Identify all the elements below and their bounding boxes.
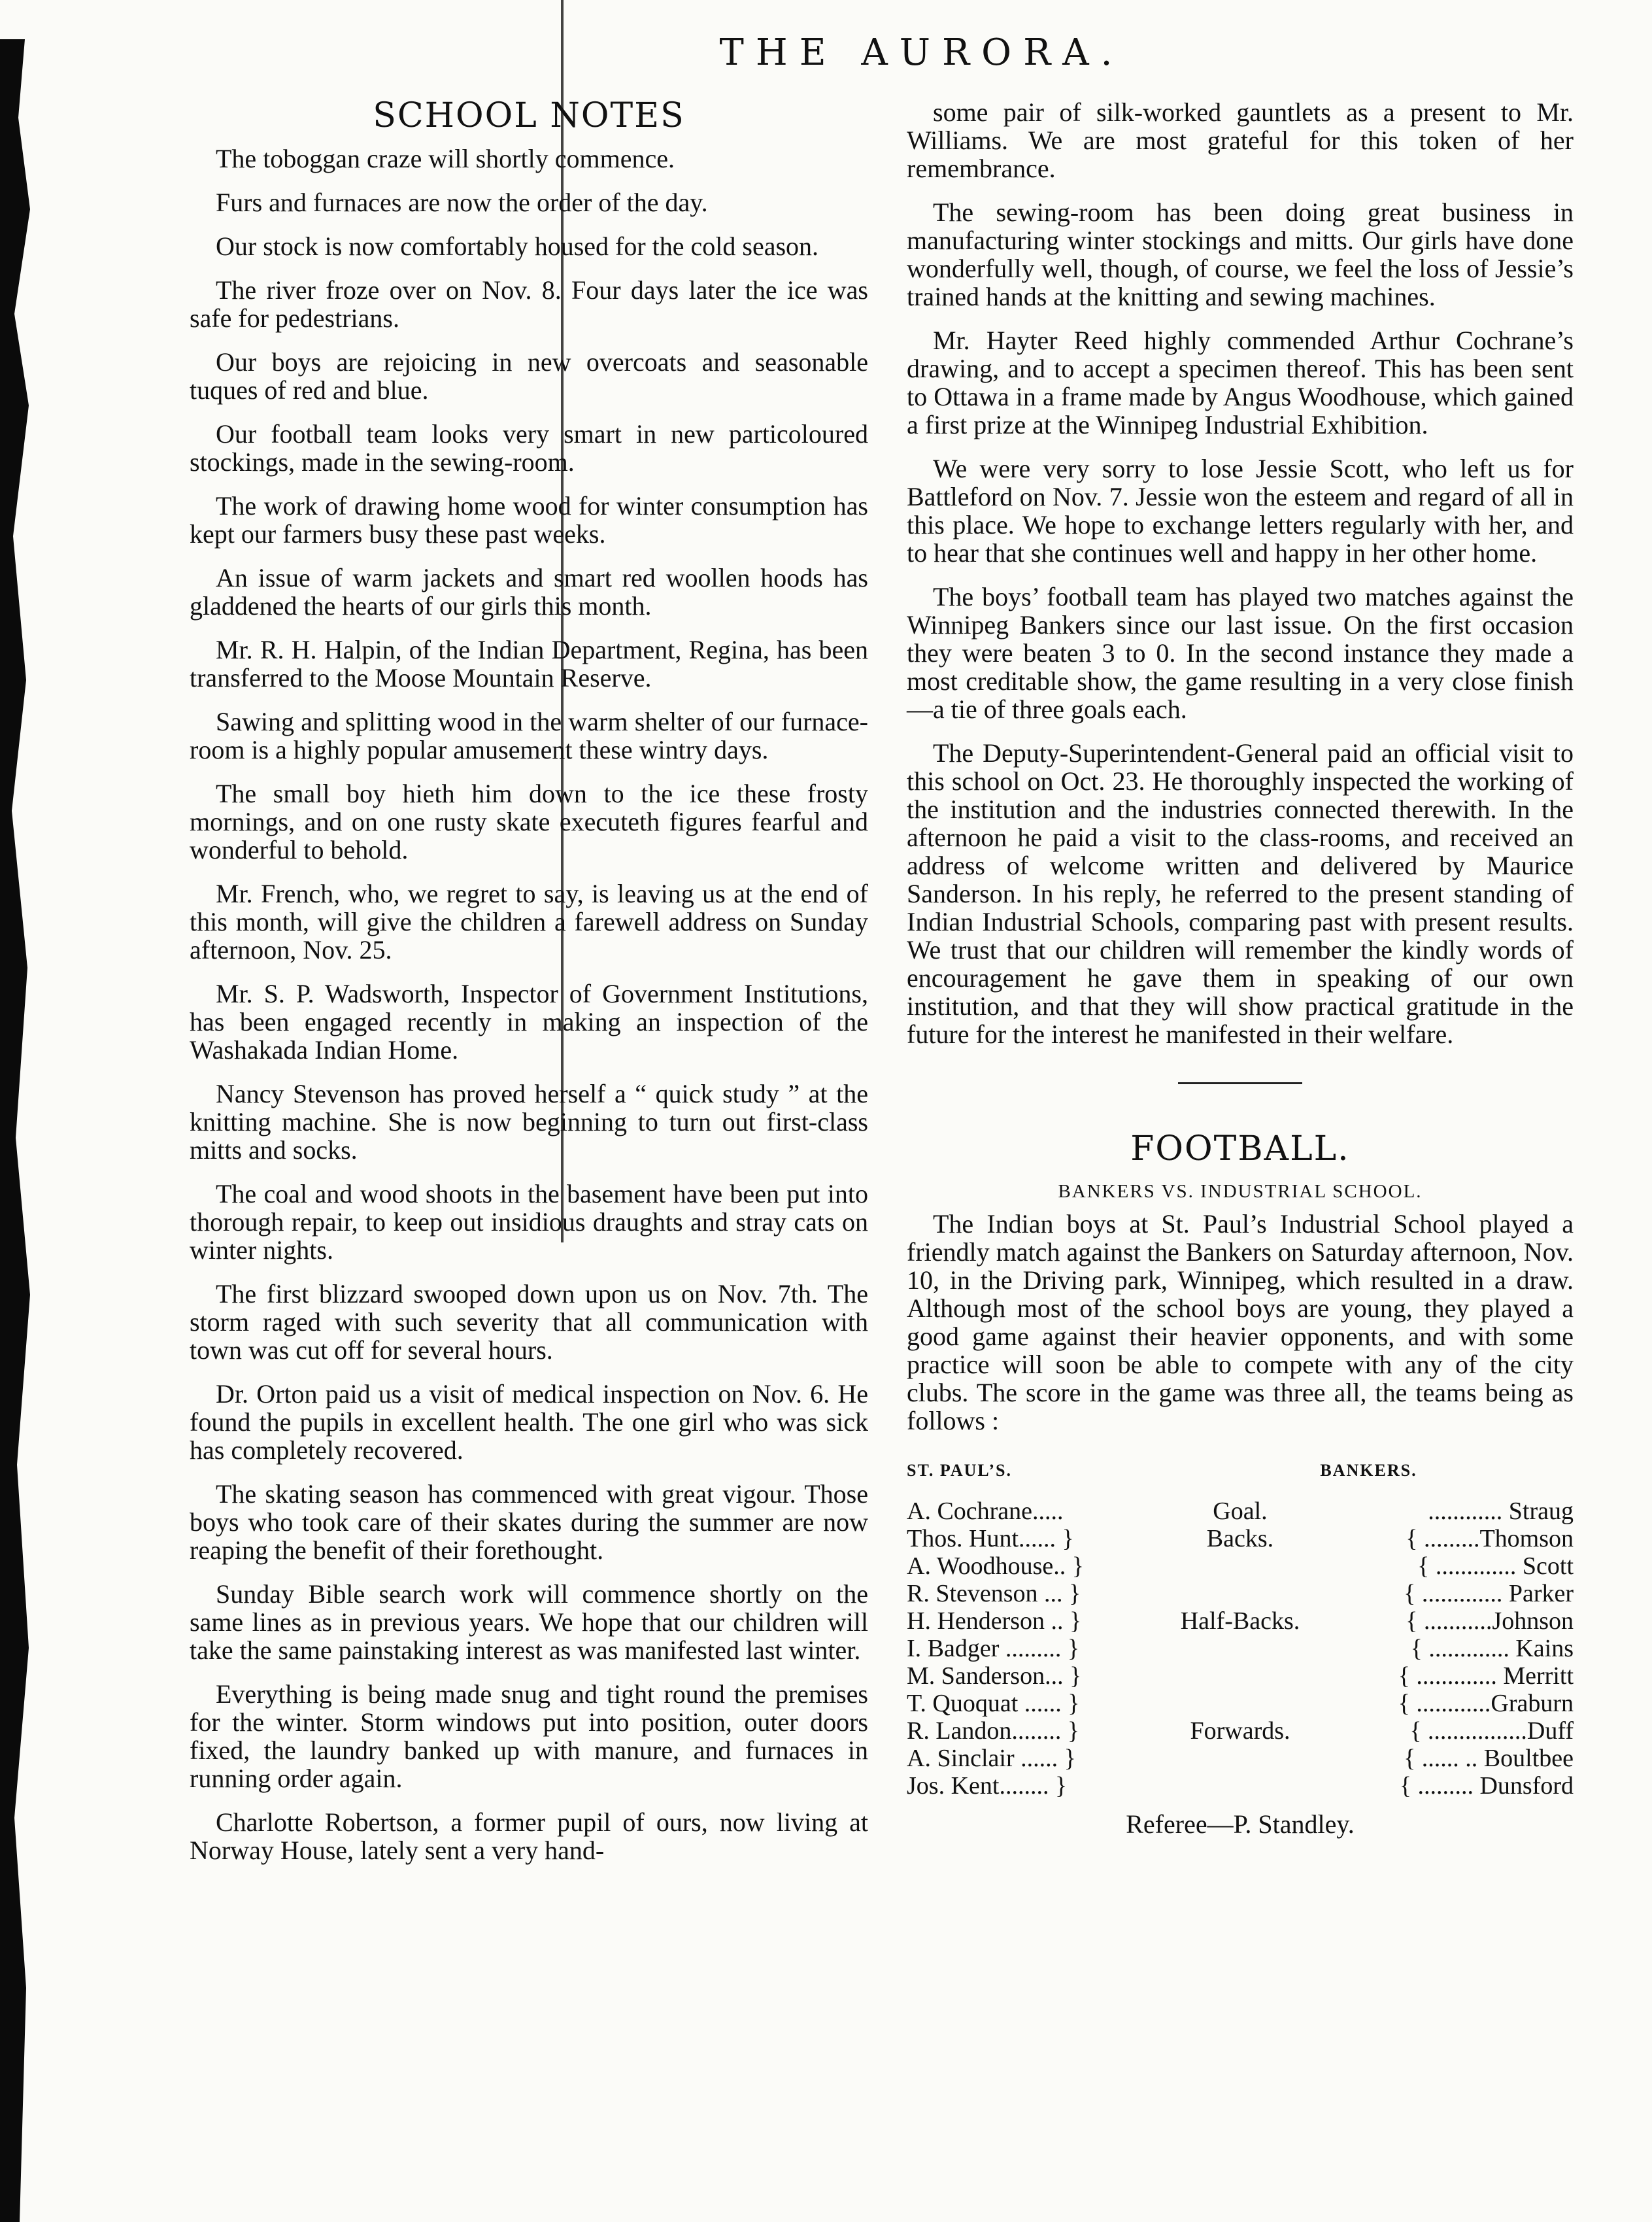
referee-line: Referee—P. Standley. <box>1126 1809 1355 1839</box>
school-note-paragraph: Mr. S. P. Wadsworth, Inspector of Government Institutions, has been engaged recently in making an inspection of the Washakada Indian Home. <box>190 979 868 1065</box>
school-note-paragraph: Everything is being made snug and tight round the premises for the winter. Storm windows put into position, outer doors fixed, the laundry banked up with manure, and furnaces in running order again. <box>190 1679 868 1793</box>
home-player: A. Cochrane..... <box>907 1497 1064 1525</box>
position-label <box>1160 1552 1321 1580</box>
school-note-paragraph: The work of drawing home wood for winter consumption has kept our farmers busy these past weeks. <box>190 491 868 549</box>
school-note-paragraph: The first blizzard swooped down upon us on Nov. 7th. The storm raged with such severity that all communication with town was cut off for several hours. <box>190 1279 868 1365</box>
home-player: A. Sinclair ...... } <box>907 1745 1076 1772</box>
away-player: { ................Duff <box>1409 1717 1574 1745</box>
left-column <box>190 98 868 1880</box>
away-player: { ............. Parker <box>1404 1580 1574 1607</box>
school-note-paragraph: The coal and wood shoots in the basement have been put into thorough repair, to keep out insidious draughts and stray cats on winter nights. <box>190 1179 868 1265</box>
school-note-paragraph: Sunday Bible search work will commence shortly on the same lines as in previous years. We hope that our children will take the same painstaking interest as was manifested last winter. <box>190 1579 868 1665</box>
right-column <box>907 98 1574 1838</box>
away-player: { ............. Kains <box>1410 1635 1574 1662</box>
home-player: R. Stevenson ... } <box>907 1580 1081 1607</box>
lineup-row <box>907 1662 1574 1690</box>
away-player: ............ Straug <box>1428 1497 1574 1525</box>
lineup-row <box>907 1717 1574 1745</box>
home-player: I. Badger ......... } <box>907 1635 1080 1662</box>
school-note-paragraph: An issue of warm jackets and smart red woollen hoods has gladdened the hearts of our girls this month. <box>190 563 868 621</box>
home-player: T. Quoquat ...... } <box>907 1690 1080 1717</box>
lineup-row <box>907 1552 1574 1580</box>
lineup-row <box>907 1525 1574 1552</box>
school-note-paragraph: Sawing and splitting wood in the warm shelter of our furnace-room is a highly popular amusement these wintry days. <box>190 707 868 764</box>
lineup-row <box>907 1580 1574 1607</box>
school-note-paragraph: Our boys are rejoicing in new overcoats and seasonable tuques of red and blue. <box>190 347 868 405</box>
school-note-paragraph: The skating season has commenced with great vigour. Those boys who took care of their skates during the summer are now reaping the benefit of their forethought. <box>190 1479 868 1565</box>
news-paragraph: The boys’ football team has played two matches against the Winnipeg Bankers since our last issue. On the first occasion they were beaten 3 to 0. In the second instance they made a most creditable show, the game resulting in a very close finish—a tie of three goals each. <box>907 582 1574 724</box>
lineup-header-row <box>907 1450 1574 1497</box>
right-column-paragraphs <box>907 98 1574 1048</box>
position-label <box>1160 1772 1321 1800</box>
team-lineup-table <box>907 1450 1574 1800</box>
position-label: Goal. <box>1213 1497 1268 1525</box>
school-note-paragraph: The small boy hieth him down to the ice these frosty mornings, and on one rusty skate executeth figures fearful and wonderful to behold. <box>190 779 868 864</box>
home-player: H. Henderson .. } <box>907 1607 1082 1635</box>
away-player: { ...........Johnson <box>1406 1607 1574 1635</box>
school-note-paragraph: Our football team looks very smart in new particoloured stockings, made in the sewing-room. <box>190 419 868 477</box>
position-header <box>1160 1450 1321 1497</box>
home-player: A. Woodhouse.. } <box>907 1552 1084 1580</box>
home-player: Jos. Kent........ } <box>907 1772 1068 1800</box>
school-note-paragraph: Dr. Orton paid us a visit of medical inspection on Nov. 6. He found the pupils in excellent health. The one girl who was sick has completely recovered. <box>190 1379 868 1465</box>
football-heading: FOOTBALL. <box>1130 1129 1350 1169</box>
away-team-header: BANKERS. <box>1320 1461 1417 1480</box>
position-label <box>1160 1690 1321 1717</box>
away-player: { .........Thomson <box>1406 1525 1574 1552</box>
position-label: Half-Backs. <box>1180 1607 1300 1635</box>
away-player: { ...... .. Boultbee <box>1404 1745 1574 1772</box>
position-label <box>1160 1580 1321 1607</box>
school-note-paragraph: Mr. R. H. Halpin, of the Indian Department, Regina, has been transferred to the Moose Mountain Reserve. <box>190 635 868 692</box>
lineup-row <box>907 1772 1574 1800</box>
torn-edge <box>0 39 46 2222</box>
news-paragraph: We were very sorry to lose Jessie Scott, who left us for Battleford on Nov. 7. Jessie won the esteem and regard of all in this place. We hope to exchange letters regularly with her, and to hear that she continues well and happy in her other home. <box>907 454 1574 568</box>
news-paragraph: Mr. Hayter Reed highly commended Arthur Cochrane’s drawing, and to accept a specimen thereof. This has been sent to Ottawa in a frame made by Angus Woodhouse, which gained a first prize at the Winnipeg Industrial Exhibition. <box>907 326 1574 439</box>
away-player: { ......... Dunsford <box>1399 1772 1574 1800</box>
home-player: Thos. Hunt...... } <box>907 1525 1074 1552</box>
lineup-row <box>907 1745 1574 1772</box>
school-notes-list <box>190 145 868 1864</box>
football-report: The Indian boys at St. Paul’s Industrial School played a friendly match against the Bankers on Saturday afternoon, Nov. 10, in the Driving park, Winnipeg, which resulted in a draw. Although most of the school boys are young, they played a good game against their heavier opponents, and with some practice will soon be able to compete with any of the city clubs. The score in the game was three all, the teams being as follows : <box>907 1209 1574 1435</box>
position-label <box>1160 1662 1321 1690</box>
school-note-paragraph: Charlotte Robertson, a former pupil of ours, now living at Norway House, lately sent a very hand- <box>190 1807 868 1865</box>
away-player: { ............. Merritt <box>1398 1662 1574 1690</box>
school-note-paragraph: Furs and furnaces are now the order of the day. <box>216 188 708 217</box>
school-note-paragraph: Nancy Stevenson has proved herself a “ quick study ” at the knitting machine. She is now beginning to turn out first-class mitts and socks. <box>190 1079 868 1165</box>
lineup-row <box>907 1497 1574 1525</box>
news-paragraph: some pair of silk-worked gauntlets as a present to Mr. Williams. We are most grateful for this token of her remembrance. <box>907 97 1574 183</box>
home-team-header: ST. PAUL’S. <box>907 1461 1012 1480</box>
lineup-row <box>907 1607 1574 1635</box>
school-notes-heading: SCHOOL NOTES <box>373 96 685 135</box>
away-player: { ............. Scott <box>1417 1552 1574 1580</box>
home-player: M. Sanderson... } <box>907 1662 1082 1690</box>
school-note-paragraph: The toboggan craze will shortly commence. <box>216 144 675 173</box>
lineup-row <box>907 1635 1574 1662</box>
news-paragraph: The Deputy-Superintendent-General paid an official visit to this school on Oct. 23. He thoroughly inspected the working of the institution and the industries connected therewith. In the afternoon he paid a visit to the class-rooms, and received an address of welcome written and delivered by Maurice Sanderson. In his reply, he referred to the present standing of Indian Industrial Schools, comparing past with present results. We trust that our children will remember the kindly words of encouragement he gave them in speaking of our own institution, and that they will show practical gratitude in the future for the interest he manifested in their welfare. <box>907 738 1574 1049</box>
school-note-paragraph: Our stock is now comfortably housed for the cold season. <box>216 231 819 261</box>
home-player: R. Landon........ } <box>907 1717 1080 1745</box>
position-label <box>1160 1635 1321 1662</box>
position-label <box>1160 1745 1321 1772</box>
masthead: THE AURORA. <box>719 31 1124 74</box>
lineup-body <box>907 1497 1574 1800</box>
football-subheading: BANKERS VS. INDUSTRIAL SCHOOL. <box>1058 1181 1423 1202</box>
section-divider <box>1178 1082 1302 1084</box>
school-note-paragraph: Mr. French, who, we regret to say, is leaving us at the end of this month, will give the children a farewell address on Sunday afternoon, Nov. 25. <box>190 879 868 965</box>
school-note-paragraph: The river froze over on Nov. 8. Four days later the ice was safe for pedestrians. <box>190 275 868 333</box>
news-paragraph: The sewing-room has been doing great business in manufacturing winter stockings and mitts. Our girls have done wonderfully well, though, of course, we feel the loss of Jessie’s trained hands at the knitting and sewing machines. <box>907 197 1574 311</box>
position-label: Backs. <box>1206 1525 1274 1552</box>
position-label: Forwards. <box>1190 1717 1290 1745</box>
away-player: { ............Graburn <box>1398 1690 1574 1717</box>
lineup-row <box>907 1690 1574 1717</box>
